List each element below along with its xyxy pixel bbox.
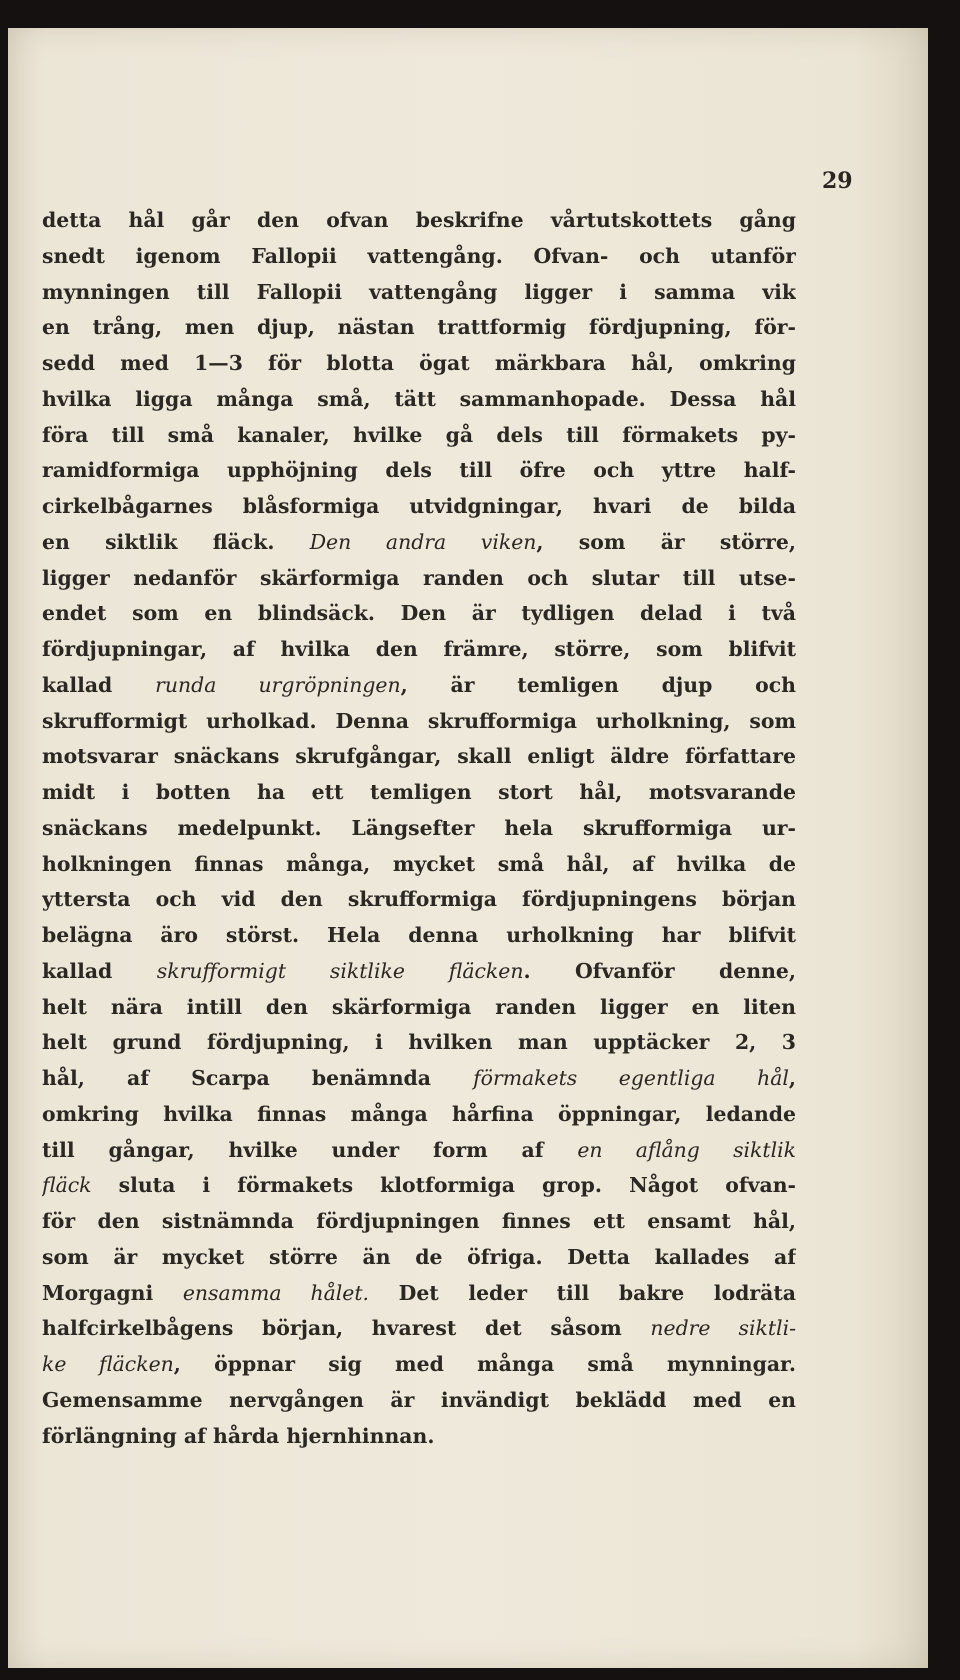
text-line bbox=[42, 525, 796, 561]
text-run: halfcirkelbågens början, hvarest det såsom bbox=[42, 1316, 651, 1341]
text-line bbox=[42, 1061, 796, 1097]
text-run: Gemensamme nervgången är invändigt beklädd med en bbox=[42, 1387, 796, 1412]
text-line bbox=[42, 739, 796, 775]
text-run: , öppnar sig med många små mynningar. bbox=[173, 1352, 796, 1376]
text-line bbox=[42, 1311, 796, 1347]
text-line bbox=[42, 775, 796, 811]
body-text bbox=[42, 203, 796, 1454]
text-line bbox=[42, 990, 796, 1026]
text-line bbox=[42, 1025, 796, 1061]
text-run: fördjupningar, af hvilka den främre, större, som blifvit bbox=[42, 637, 796, 661]
text-run: snedt igenom Fallopii vattengång. Ofvan- och utanför bbox=[42, 243, 796, 268]
text-line bbox=[42, 382, 796, 418]
text-line bbox=[42, 310, 796, 346]
text-line bbox=[42, 1168, 796, 1204]
text-line bbox=[42, 1347, 796, 1383]
text-run: som är mycket större än de öfriga. Detta kallades af bbox=[42, 1244, 796, 1269]
italic-term: runda urgröpningen bbox=[155, 672, 401, 697]
text-run: midt i botten ha ett temligen stort hål, motsvarande bbox=[42, 780, 796, 804]
text-run: Det leder till bakre lodräta bbox=[369, 1280, 796, 1305]
text-line bbox=[42, 1419, 796, 1455]
text-run: detta hål går den ofvan beskrifne vårtutskottets gång bbox=[42, 208, 796, 232]
text-run: cirkelbågarnes blåsformiga utvidgningar, hvari de bilda bbox=[42, 494, 796, 518]
text-run: en trång, men djup, nästan trattformig fördjupning, för- bbox=[42, 315, 796, 340]
italic-term: Den andra viken bbox=[309, 529, 537, 554]
text-run: till gångar, hvilke under form af bbox=[42, 1137, 578, 1162]
text-line bbox=[42, 346, 796, 382]
text-run: helt grund fördjupning, i hvilken man upptäcker 2, 3 bbox=[42, 1030, 796, 1055]
text-run: sedd med 1—3 för blotta ögat märkbara hål, omkring bbox=[42, 351, 796, 375]
italic-term: skrufformigt siktlike fläcken bbox=[156, 958, 524, 983]
text-line bbox=[42, 239, 796, 275]
italic-term: fläck bbox=[42, 1173, 92, 1198]
text-run: ligger nedanför skärformiga randen och slutar till utse- bbox=[42, 565, 796, 590]
text-run: belägna äro störst. Hela denna urholkning har blifvit bbox=[42, 923, 796, 947]
text-line bbox=[42, 811, 796, 847]
text-run: , är temligen djup och bbox=[400, 672, 796, 697]
text-run: hvilka ligga många små, tätt sammanhopade. Dessa hål bbox=[42, 386, 796, 411]
text-line bbox=[42, 954, 796, 990]
text-run: omkring hvilka finnas många hårfina öppningar, ledande bbox=[42, 1101, 796, 1126]
text-run: holkningen finnas många, mycket små hål, af hvilka de bbox=[42, 851, 796, 876]
text-line bbox=[42, 1276, 796, 1312]
text-line bbox=[42, 596, 796, 632]
text-line bbox=[42, 632, 796, 668]
text-line bbox=[42, 847, 796, 883]
page-number: 29 bbox=[822, 168, 853, 194]
text-run: för den sistnämnda fördjupningen finnes ett ensamt hål, bbox=[42, 1209, 796, 1233]
text-run: ramidformiga upphöjning dels till öfre och yttre half- bbox=[42, 458, 796, 483]
text-run: , bbox=[788, 1066, 796, 1090]
text-run: Morgagni bbox=[42, 1280, 183, 1305]
text-line bbox=[42, 1097, 796, 1133]
text-run: . Ofvanför denne, bbox=[523, 958, 796, 983]
text-run: motsvarar snäckans skrufgångar, skall enligt äldre författare bbox=[42, 744, 796, 769]
text-line bbox=[42, 882, 796, 918]
text-line bbox=[42, 1204, 796, 1240]
text-run: mynningen till Fallopii vattengång ligger i samma vik bbox=[42, 279, 796, 304]
text-run: kallad bbox=[42, 672, 156, 697]
text-line bbox=[42, 704, 796, 740]
text-line bbox=[42, 489, 796, 525]
text-line bbox=[42, 203, 796, 239]
italic-term: nedre siktli- bbox=[650, 1316, 796, 1341]
text-line bbox=[42, 918, 796, 954]
text-line bbox=[42, 1240, 796, 1276]
text-line bbox=[42, 1133, 796, 1169]
text-run: helt nära intill den skärformiga randen ligger en liten bbox=[42, 994, 796, 1019]
italic-term: ensamma hålet. bbox=[182, 1280, 370, 1305]
text-line bbox=[42, 453, 796, 489]
text-run: sluta i förmakets klotformiga grop. Något ofvan- bbox=[91, 1173, 796, 1198]
italic-term: en aflång siktlik bbox=[577, 1137, 796, 1162]
text-run: kallad bbox=[42, 958, 157, 983]
text-run: hål, af Scarpa benämnda bbox=[42, 1066, 474, 1090]
text-run: , som är större, bbox=[536, 529, 796, 554]
italic-term: förmakets egentliga hål bbox=[473, 1066, 789, 1090]
text-run: förlängning af hårda hjernhinnan. bbox=[42, 1423, 435, 1448]
text-line bbox=[42, 275, 796, 311]
text-run: en siktlik fläck. bbox=[42, 529, 310, 554]
text-line bbox=[42, 1383, 796, 1419]
text-run: föra till små kanaler, hvilke gå dels till förmakets py- bbox=[42, 422, 796, 447]
italic-term: ke fläcken bbox=[42, 1352, 174, 1376]
text-run: skrufformigt urholkad. Denna skrufformiga urholkning, som bbox=[42, 708, 796, 733]
text-run: endet som en blindsäck. Den är tydligen delad i två bbox=[42, 601, 796, 626]
text-line bbox=[42, 668, 796, 704]
text-run: yttersta och vid den skrufformiga fördjupningens början bbox=[42, 887, 796, 912]
text-run: snäckans medelpunkt. Längsefter hela skrufformiga ur- bbox=[42, 815, 796, 840]
text-line bbox=[42, 561, 796, 597]
text-line bbox=[42, 418, 796, 454]
